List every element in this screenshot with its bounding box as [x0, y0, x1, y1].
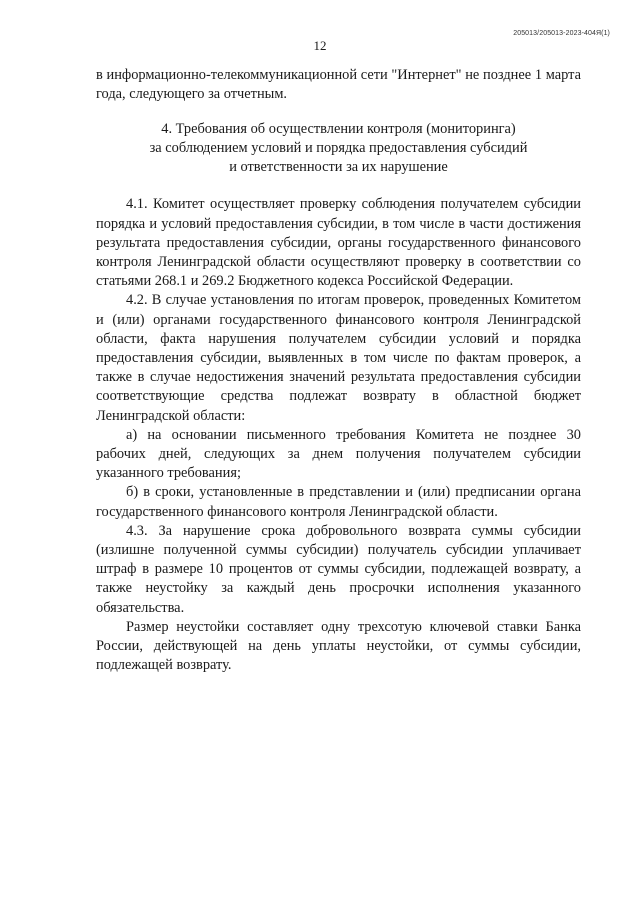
paragraph-4-3: 4.3. За нарушение срока добровольного возврата суммы субсидии (излишне полученной суммы субсидии) получатель субсидии уплачивает штраф в размере 10 процентов от суммы субсидии, подлежащей возврату, а также неустойку за каждый день просрочки исполнения указанного обязательства.	[96, 522, 581, 616]
section-title-line-3: и ответственности за их нарушение	[229, 159, 448, 176]
paragraph-4-2-b: б) в сроки, установленные в представлении и (или) предписании органа государственного финансового контроля Ленинградской области.	[96, 484, 581, 520]
section-title-line-1: 4. Требования об осуществлении контроля (мониторинга)	[161, 121, 516, 138]
intro-paragraph: в информационно-телекоммуникационной сети "Интернет" не позднее 1 марта года, следующего за отчетным.	[96, 67, 581, 103]
document-id: 205013/205013-2023-404Я(1)	[513, 30, 610, 37]
paragraph-penalty: Размер неустойки составляет одну трехсотую ключевой ставки Банка России, действующей на день уплаты неустойки, от суммы субсидии, подлежащей возврату.	[96, 618, 581, 674]
paragraph-4-2-a: а) на основании письменного требования Комитета не позднее 30 рабочих дней, следующих за днем получения получателем субсидии указанного требования;	[96, 426, 581, 482]
section-4-title	[96, 120, 581, 177]
page-number: 12	[313, 38, 327, 53]
document-body	[96, 66, 581, 675]
paragraph-4-2: 4.2. В случае установления по итогам проверок, проведенных Комитетом и (или) органами государственного финансового контроля Ленинградской области, факта нарушения получателем субсидии условий и порядка предоставления субсидии, выявленных в том числе по фактам проверок, а также в случае недостижения значений результата предоставления субсидии соответствующие средства подлежат возврату в областной бюджет Ленинградской области:	[96, 292, 581, 424]
section-title-line-2: за соблюдением условий и порядка предоставления субсидий	[149, 140, 528, 157]
paragraph-4-1: 4.1. Комитет осуществляет проверку соблюдения получателем субсидии порядка и условий предоставления субсидии, в том числе в части достижения результата предоставления субсидии, органы государственного финансового контроля Ленинградской области осуществляют проверку в соответствии со статьями 268.1 и 269.2 Бюджетного кодекса Российской Федерации.	[96, 196, 581, 290]
